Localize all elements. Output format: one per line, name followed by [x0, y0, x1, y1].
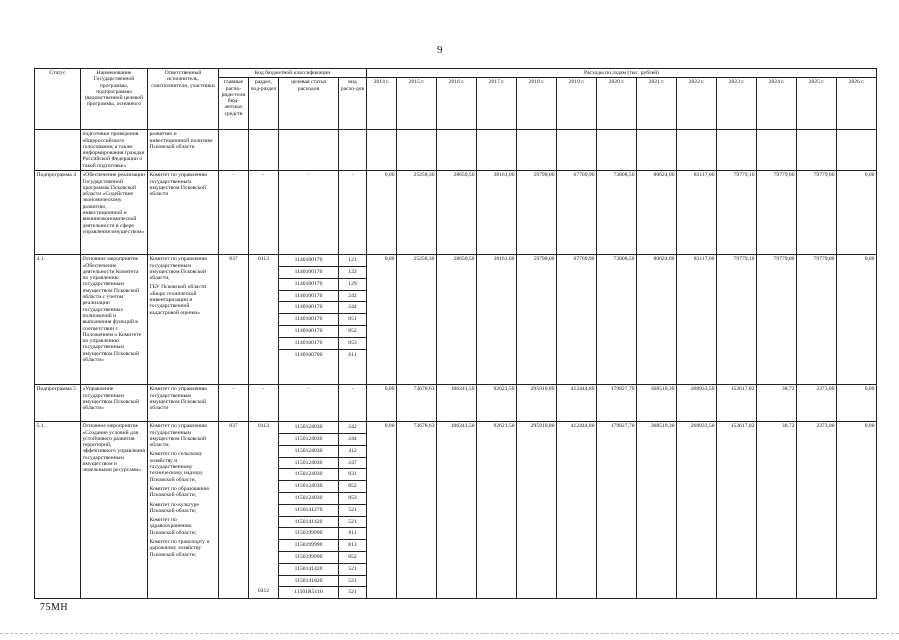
expense-value	[797, 130, 837, 171]
responsible-item: Комитет по образованию Псковской области;	[149, 485, 210, 499]
header-year: 2019 г.	[557, 78, 597, 130]
code-item: 611	[348, 351, 357, 358]
code-item: 242	[339, 422, 366, 434]
expense-value: 67769,90	[557, 255, 597, 385]
header-expenses: Расходы по годам (тыс. рублей)	[367, 69, 877, 78]
expense-value: 2373,00	[797, 422, 837, 599]
header-year: 2026 г.	[837, 78, 877, 130]
expense-value: 79779,00	[797, 255, 837, 385]
header-year: 2015 г.	[397, 78, 437, 130]
expense-value: 79779,10	[717, 171, 757, 255]
code-item: 11501R5110	[294, 589, 323, 596]
code-item: 244	[339, 434, 366, 446]
row-statya: -	[279, 171, 339, 255]
header-year: 2016 г.	[437, 78, 477, 130]
table-row	[35, 255, 877, 385]
expense-value: 79779,00	[757, 171, 797, 255]
responsible-item: Комитет по культуре Псковской области;	[149, 501, 199, 514]
code-item: 1140100170	[279, 326, 338, 338]
expense-value: 73808,50	[597, 171, 637, 255]
row-status: 4.1.	[35, 255, 81, 385]
row-responsible: Комитет по управлению государственным имуществом Псковской области	[148, 385, 219, 422]
expense-value: 83117,00	[677, 171, 717, 255]
responsible-item: ГБУ Псковской области «Бюро технической инвентаризации и государственной кадастровой оценки»	[149, 284, 207, 316]
row-glavny: -	[219, 385, 249, 422]
code-item: 121	[339, 255, 366, 267]
page-number: 9	[437, 44, 443, 56]
row-responsible: Комитет по управлению государственным имуществом Псковской области	[148, 171, 219, 255]
code-item: 852	[339, 326, 366, 338]
razdel-value: 0113	[258, 423, 269, 430]
expense-value: 38,72	[757, 422, 797, 599]
code-item: 831	[339, 469, 366, 481]
expense-value: 79779,00	[797, 171, 837, 255]
row-glavny: -	[219, 171, 249, 255]
expense-value: 295910,80	[517, 385, 557, 422]
expense-value: 28650,50	[437, 171, 477, 255]
header-year: 2022 г.	[677, 78, 717, 130]
row-razdel	[249, 422, 279, 599]
code-item: 1150124030	[279, 469, 338, 481]
code-item: 1150199990	[279, 552, 338, 564]
scan-edge	[0, 633, 899, 634]
table-row	[35, 171, 877, 255]
header-year: 2023 г.	[717, 78, 757, 130]
row-vid: -	[339, 171, 367, 255]
row-responsible	[148, 255, 219, 385]
expense-value: 38,72	[757, 385, 797, 422]
header-glavny: главные распо-ряди-тели бюд-жетных средств	[219, 78, 249, 130]
responsible-item: Комитет по сельскому хозяйству и государственному техническому надзору Псковской области,	[149, 451, 203, 483]
expense-value: 80624,00	[637, 171, 677, 255]
expense-value: 38161,00	[477, 255, 517, 385]
expense-value: 83117,00	[677, 255, 717, 385]
table-row	[35, 385, 877, 422]
statya-list	[279, 255, 339, 385]
code-item: 1150199990	[279, 528, 338, 540]
code-item: 521	[339, 564, 366, 576]
code-item: 1140100170	[279, 255, 338, 267]
expense-value: 295910,80	[517, 422, 557, 599]
expense-value	[437, 130, 477, 171]
expense-value: 80624,00	[637, 255, 677, 385]
code-item: 1150141420	[279, 517, 338, 529]
code-item: 1140100170	[279, 279, 338, 291]
expense-value: 73808,50	[597, 255, 637, 385]
expense-value: 38161,00	[477, 171, 517, 255]
row-status: 5.1.	[35, 422, 81, 599]
responsible-item: Комитет по здравоохранению Псковской области;	[149, 517, 197, 536]
expense-value	[477, 130, 517, 171]
header-year: 2020 г.	[597, 78, 637, 130]
code-item: 521	[339, 517, 366, 529]
vid-list	[339, 422, 367, 599]
code-item: 1140100170	[279, 314, 338, 326]
expense-value: 79779,10	[717, 255, 757, 385]
row-status: Подпрограмма 4	[35, 171, 81, 255]
expense-value: 0,00	[367, 255, 397, 385]
row-razdel: -	[249, 385, 279, 422]
row-status: Подпрограмма 5	[35, 385, 81, 422]
row-responsible: развитию и инвестиционной политике Псковской области	[148, 130, 219, 171]
header-year: 2025 г.	[797, 78, 837, 130]
expense-value: 153617,82	[717, 422, 757, 599]
expense-value: 268933,50	[677, 422, 717, 599]
expense-value	[757, 130, 797, 171]
header-year: 2021 г.	[637, 78, 677, 130]
expense-value: 25258,30	[397, 171, 437, 255]
row-razdel: 0113	[249, 255, 279, 385]
expense-value: 59798,00	[517, 255, 557, 385]
code-item: 852	[339, 481, 366, 493]
row-glavny: 837	[219, 255, 249, 385]
code-item: 521	[339, 505, 366, 517]
expense-value: 106341,50	[437, 385, 477, 422]
expense-value: 412444,80	[557, 422, 597, 599]
code-item: 811	[339, 528, 366, 540]
expense-value: 0,00	[837, 385, 877, 422]
expense-value: 368510,30	[637, 385, 677, 422]
expense-value: 92621,50	[477, 385, 517, 422]
header-responsible: Ответственный исполнитель, соисполнители, участники	[148, 69, 219, 130]
expense-value: 25258,30	[397, 255, 437, 385]
header-year: 2014 г.	[367, 78, 397, 130]
expense-value	[557, 130, 597, 171]
row-statya: -	[279, 385, 339, 422]
header-razdel: раздел, под-раздел	[249, 78, 279, 130]
responsible-item: Комитет по управлению государственным имуществом Псковской области,	[149, 256, 208, 282]
code-item: 1140100170	[279, 291, 338, 303]
expense-value	[397, 130, 437, 171]
code-item: 521	[348, 589, 357, 596]
expense-value: 106341,50	[437, 422, 477, 599]
code-item: 852	[339, 552, 366, 564]
expense-value: 0,00	[837, 171, 877, 255]
expense-value: 92621,50	[477, 422, 517, 599]
code-item: 1150124030	[279, 446, 338, 458]
expense-value	[597, 130, 637, 171]
expense-value	[517, 130, 557, 171]
code-item: 412	[339, 446, 366, 458]
row-name: «Управление государственным имуществом Псковской области»	[81, 385, 148, 422]
code-item: 1140100170	[279, 338, 338, 350]
row-vid: -	[339, 385, 367, 422]
expense-value: 0,00	[367, 422, 397, 599]
code-item: 1150141270	[279, 505, 338, 517]
expense-value	[637, 130, 677, 171]
expense-value: 67769,90	[557, 171, 597, 255]
expense-value: 0,00	[367, 171, 397, 255]
code-item: 853	[339, 493, 366, 505]
statya-list	[279, 422, 339, 599]
footer-code: 75МН	[40, 602, 69, 613]
expense-value: 268933,50	[677, 385, 717, 422]
code-item: 1150141420	[279, 564, 338, 576]
code-item: 1150141820	[279, 576, 338, 588]
code-item: 242	[339, 291, 366, 303]
expense-value: 0,00	[837, 255, 877, 385]
row-responsible	[148, 422, 219, 599]
code-item: 1150124030	[279, 481, 338, 493]
expense-value: 0,00	[837, 422, 877, 599]
header-year: 2017 г.	[477, 78, 517, 130]
vid-list	[339, 255, 367, 385]
row-name: «Обеспечение реализации Государственной программы Псковской области «Содействие экономическому развитию, инвестиционной и внешнеэкономической деятельности в сфере управления имуществом»	[81, 171, 148, 255]
code-item: 1150124030	[279, 493, 338, 505]
expense-value: 73678,63	[397, 385, 437, 422]
header-status: Статус	[35, 69, 81, 130]
budget-table	[34, 68, 877, 599]
code-item: 1150124030	[279, 458, 338, 470]
code-item: 813	[339, 540, 366, 552]
header-name: Наименование Государственной программы, подпрограммы (ведомственной целевой программы, основного	[81, 69, 148, 130]
code-item: 247	[339, 458, 366, 470]
expense-value: 2373,00	[797, 385, 837, 422]
expense-value	[717, 130, 757, 171]
code-item: 1140100170	[279, 302, 338, 314]
expense-value	[367, 130, 397, 171]
table-row	[35, 130, 877, 171]
expense-value: 179827,70	[597, 385, 637, 422]
expense-value	[677, 130, 717, 171]
header-vid: вид расхо-дов	[339, 78, 367, 130]
row-name: Основное мероприятие «Обеспечение деятельности Комитета по управлению государственным имуществом Псковской области с учетом реализации государственных полномочий и выполнения функций в соответствии с Положением о Комитете по управлению государственным имуществом Псковской области»	[81, 255, 148, 385]
expense-value: 59798,00	[517, 171, 557, 255]
code-item: 1150124030	[279, 434, 338, 446]
expense-value: 153617,82	[717, 385, 757, 422]
code-item: 1140100700	[294, 351, 323, 358]
expense-value: 368510,30	[637, 422, 677, 599]
header-year: 2018 г.	[517, 78, 557, 130]
code-item: 1150124030	[279, 422, 338, 434]
responsible-item: Комитет по управлению государственным имуществом Псковской области;	[149, 423, 208, 449]
code-item: 521	[339, 576, 366, 588]
expense-value: 73678,63	[397, 422, 437, 599]
row-status	[35, 130, 81, 171]
expense-value: 28650,50	[437, 255, 477, 385]
row-razdel: -	[249, 171, 279, 255]
code-item: 853	[339, 338, 366, 350]
expense-value: 0,00	[367, 385, 397, 422]
row-name: Основное мероприятие «Создание условий для устойчивого развития территорий, эффективного управления государственным имуществом и земельными ресурсами»	[81, 422, 148, 599]
responsible-item: Комитет по транспорту и дорожному хозяйству Псковской области;	[149, 539, 210, 558]
expense-value	[837, 130, 877, 171]
code-item: 1150199990	[279, 540, 338, 552]
code-item: 1140100170	[279, 267, 338, 279]
expense-value: 412444,80	[557, 385, 597, 422]
header-year: 2024 г.	[757, 78, 797, 130]
code-item: 122	[339, 267, 366, 279]
table-row	[35, 422, 877, 599]
row-glavny: 837	[219, 422, 249, 599]
row-name: подготовки проведения общероссийского голосования, а также информирования граждан Российской Федерации о такой подготовке»	[81, 130, 148, 171]
header-statya: целевая статья расходов	[279, 78, 339, 130]
expense-value: 79779,00	[757, 255, 797, 385]
expense-value: 179827,70	[597, 422, 637, 599]
code-item: 244	[339, 302, 366, 314]
header-budget-code: Код бюджетной классификации	[219, 69, 367, 78]
code-item: 129	[339, 279, 366, 291]
code-item: 851	[339, 314, 366, 326]
razdel-value-2: 0412	[257, 587, 270, 594]
